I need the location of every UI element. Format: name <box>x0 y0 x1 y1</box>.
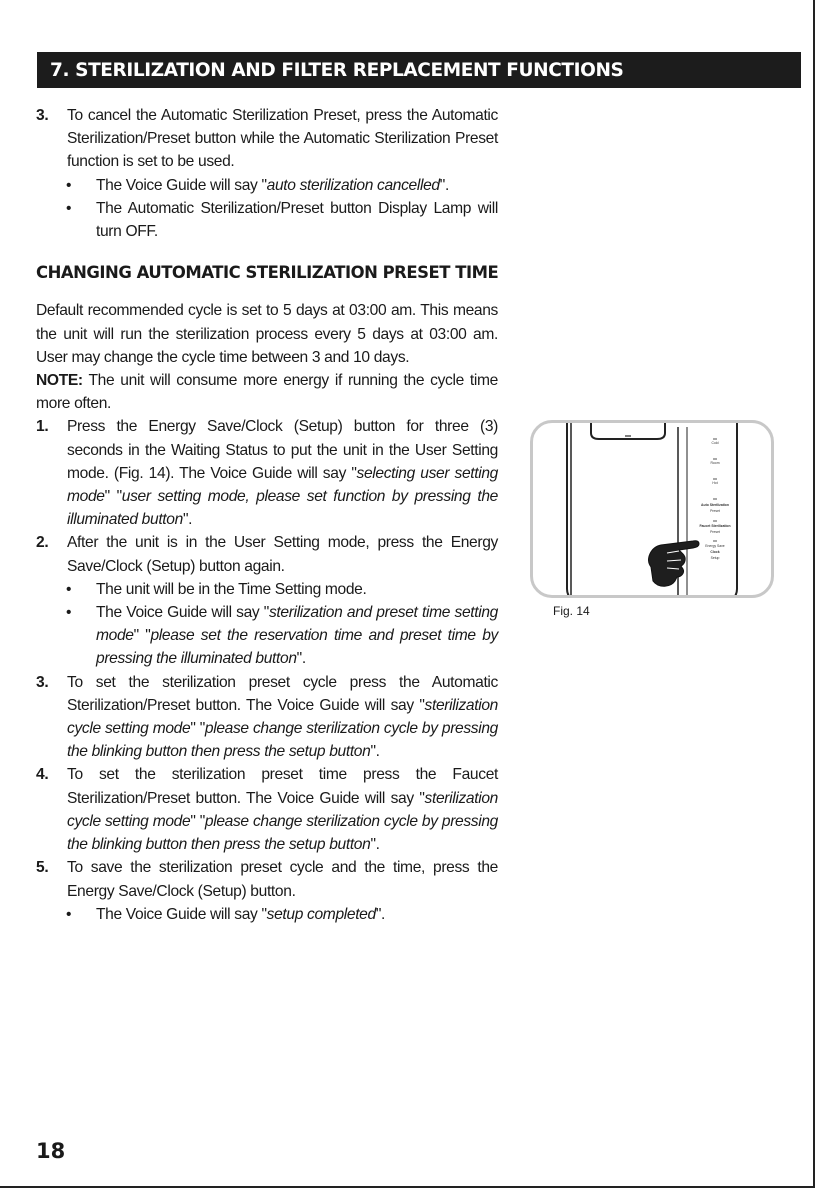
step-text: To cancel the Automatic Sterilization Preset, press the Automatic Sterilization/Preset button while the Automatic Sterilization Preset function is set to be used. <box>67 107 498 171</box>
step-number: 3. <box>36 673 49 691</box>
step-text: Press the Energy Save/Clock (Setup) button for three (3) seconds in the Waiting Status to put the unit in the User Setting mode. (Fig. 14). The Voice Guide will say " <box>67 418 498 482</box>
panel-label-faucet-sterilization: Faucet Sterilization <box>699 524 731 528</box>
bullet-item <box>36 578 498 601</box>
step-3 <box>36 671 498 764</box>
note-paragraph <box>36 369 498 415</box>
step-text: To save the sterilization preset cycle and the time, press the Energy Save/Clock (Setup) button. <box>67 859 498 900</box>
bullet-text: The Voice Guide will say " <box>96 176 267 194</box>
bullet-item <box>36 174 498 197</box>
bullet-dot: • <box>66 580 72 598</box>
voice-quote: please change sterilization cycle by pressing the blinking button then press the setup button <box>67 812 499 854</box>
step-1 <box>36 415 498 531</box>
bullet-text: The Voice Guide will say " <box>96 905 267 923</box>
bullet-text-end: ". <box>296 650 306 668</box>
quote-separator: " " <box>190 812 205 830</box>
bullet-dot: • <box>66 176 72 194</box>
step-number: 3. <box>36 107 49 124</box>
voice-quote: user setting mode, please set function by pressing the illuminated button <box>67 488 498 529</box>
voice-quote: auto sterilization cancelled <box>266 176 440 194</box>
voice-quote: please set the reservation time and preset time by pressing the illuminated button <box>96 627 498 668</box>
step-text: To set the sterilization preset time press the Faucet Sterilization/Preset button. The Voice Guide will say " <box>67 766 498 807</box>
voice-quote: setup completed <box>266 905 376 923</box>
bullet-dot: • <box>66 604 72 622</box>
panel-label-clock: Clock <box>710 550 720 554</box>
voice-quote: sterilization and preset time setting mode <box>96 604 498 645</box>
cancel-step <box>36 104 498 174</box>
voice-quote: selecting user setting mode <box>67 464 498 506</box>
figure-caption: Fig. 14 <box>553 604 590 618</box>
main-column <box>36 104 498 926</box>
panel-label-auto-sterilization: Auto Sterilization <box>701 503 729 507</box>
bullet-dot: • <box>66 905 72 923</box>
step-number: 2. <box>36 534 49 552</box>
step-4 <box>36 763 498 856</box>
step-number: 4. <box>36 766 49 784</box>
bullet-dot: • <box>66 199 72 217</box>
step-text-end: ". <box>370 836 380 854</box>
step-5 <box>36 856 498 902</box>
water-dispenser-panel-drawing <box>533 423 771 595</box>
section-heading: CHANGING AUTOMATIC STERILIZATION PRESET TIME <box>36 263 499 284</box>
quote-separator: " " <box>190 720 205 738</box>
panel-label-energy-save: Energy Save <box>705 544 725 548</box>
step-number: 1. <box>36 418 49 436</box>
panel-label-preset: Preset <box>710 509 720 513</box>
section-title: 7. STERILIZATION AND FILTER REPLACEMENT FUNCTIONS <box>50 60 624 81</box>
step-2 <box>36 531 498 577</box>
quote-separator: " " <box>104 488 122 506</box>
note-label: NOTE: <box>36 372 83 390</box>
panel-label-cold: Cold <box>711 441 719 445</box>
bullet-text-end: ". <box>375 905 386 923</box>
bullet-text: The unit will be in the Time Setting mode. <box>96 580 367 598</box>
step-text: After the unit is in the User Setting mode, press the Energy Save/Clock (Setup) button again. <box>67 534 498 575</box>
step-number: 5. <box>36 859 49 877</box>
bullet-text: The Voice Guide will say " <box>96 604 269 622</box>
voice-quote: sterilization cycle setting mode <box>67 696 498 738</box>
panel-label-setup: Setup <box>710 556 720 560</box>
voice-quote: sterilization cycle setting mode <box>67 789 498 830</box>
panel-label-room: Room <box>710 461 720 465</box>
quote-separator: " " <box>133 627 151 645</box>
bullet-item <box>36 903 498 926</box>
figure-14-illustration <box>530 420 774 598</box>
bullet-text-end: ". <box>439 176 449 194</box>
section-header <box>37 52 801 88</box>
bullet-item <box>36 601 498 671</box>
page-number: 18 <box>36 1139 66 1163</box>
voice-quote: please change sterilization cycle by pressing the blinking button then press the setup button <box>67 720 499 761</box>
step-text-end: ". <box>182 511 193 529</box>
bullet-text: The Automatic Sterilization/Preset button Display Lamp will turn OFF. <box>96 199 498 241</box>
bullet-item <box>36 197 498 243</box>
intro-paragraph: Default recommended cycle is set to 5 days at 03:00 am. This means the unit will run the sterilization process every 5 days at 03:00 am. User may change the cycle time between 3 and 10 days. <box>36 302 498 366</box>
step-text: To set the sterilization preset cycle press the Automatic Sterilization/Preset button. The Voice Guide will say " <box>67 673 498 714</box>
note-text: The unit will consume more energy if running the cycle time more often. <box>36 372 498 413</box>
panel-label-hot: Hot <box>712 481 718 485</box>
step-text-end: ". <box>370 743 380 761</box>
panel-label-preset-2: Preset <box>710 530 720 534</box>
